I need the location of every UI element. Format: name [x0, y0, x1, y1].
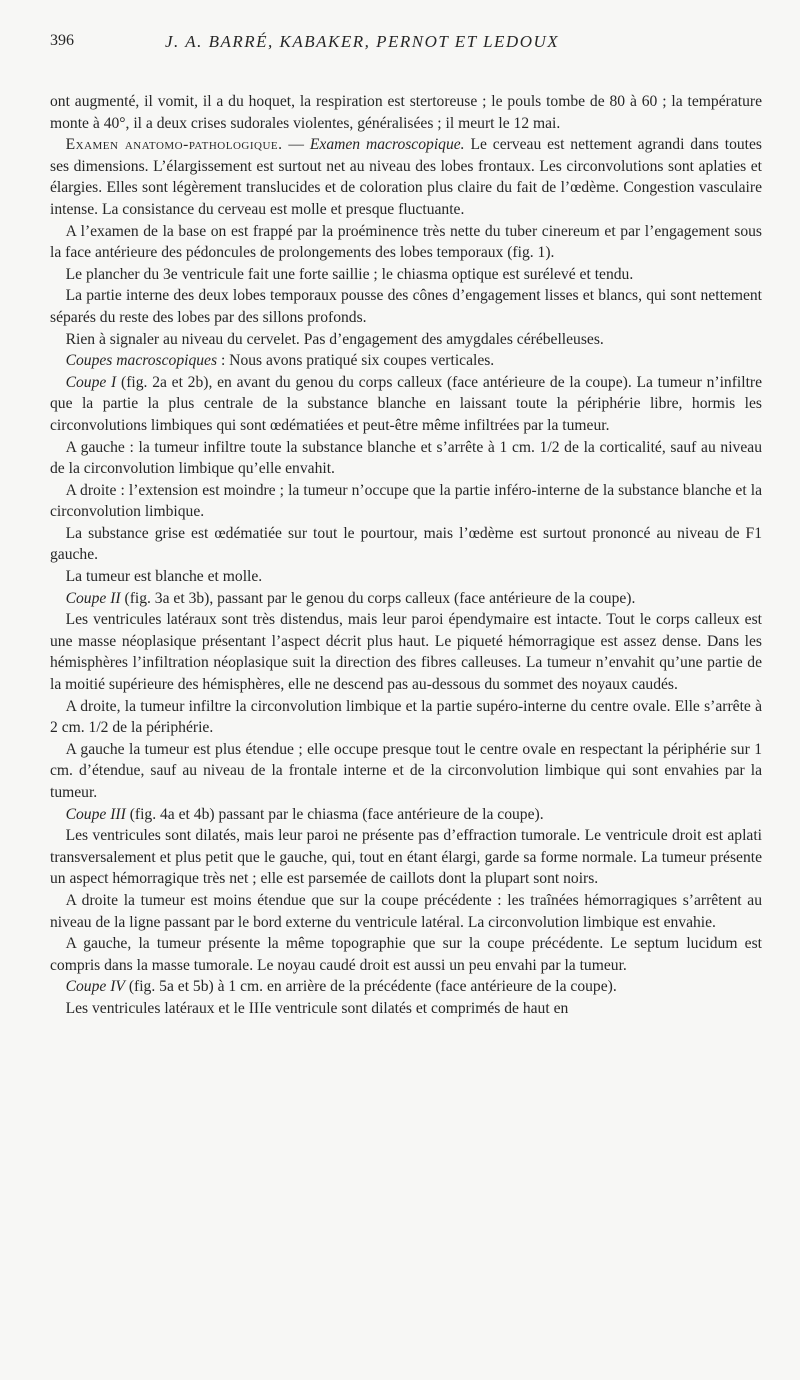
paragraph: Les ventricules latéraux sont très distendus, mais leur paroi épendymaire est intacte. Tout le corps calleux est une masse néoplasique présentant l’aspect décrit plus haut. Le piqueté hémorragique est assez dense. Dans les hémisphères l’infiltration néoplasique suit la direction des fibres calleuses. La tumeur n’envahit qu’une partie de la moitié supérieure des hémisphères, elle ne descend pas au-dessous du sommet des noyaux caudés. — [50, 611, 762, 694]
subsection-heading: Coupe III — [65, 805, 126, 823]
paragraph: Coupe II (fig. 3a et 3b), passant par le genou du corps calleux (face antérieure de la coupe). — [65, 589, 636, 607]
subsection-heading: Coupe I — [65, 373, 117, 391]
running-title: J. A. BARRÉ, KABAKER, PERNOT ET LEDOUX — [165, 32, 560, 51]
paragraph: A droite : l’extension est moindre ; la tumeur n’occupe que la partie inféro-interne de la substance blanche et la circonvolution limbique. — [50, 481, 762, 521]
article-body — [50, 91, 762, 1020]
paragraph: A gauche : la tumeur infiltre toute la substance blanche et s’arrête à 1 cm. 1/2 de la corticalité, sauf au niveau de la circonvolution limbique qu’elle envahit. — [50, 438, 762, 478]
section-heading: Examen anatomo-pathologique. — [65, 136, 283, 154]
paragraph: A gauche, la tumeur présente la même topographie que sur la coupe précédente. Le septum lucidum est compris dans la masse tumorale. Le noyau caudé droit est aussi un peu envahi par la tumeur. — [50, 935, 762, 974]
paragraph: A l’examen de la base on est frappé par la proéminence très nette du tuber cinereum et par l’engagement sous la face antérieure des pédoncules de prolongements des lobes temporaux (fig. 1). — [50, 222, 762, 262]
paragraph: Coupe I (fig. 2a et 2b), en avant du genou du corps calleux (face antérieure de la coupe). La tumeur n’infiltre que la partie la plus centrale de la substance blanche en laissant toute la périphérie libre, hormis les circonvolutions limbiques qui sont œdématiées et peut-être même infiltrées par la tumeur. — [50, 373, 763, 434]
paragraph: Rien à signaler au niveau du cervelet. Pas d’engagement des amygdales cérébelleuses. — [65, 330, 604, 348]
paragraph: Coupe III (fig. 4a et 4b) passant par le chiasma (face antérieure de la coupe). — [65, 805, 544, 823]
page-number: 396 — [50, 32, 74, 49]
paragraph: Les ventricules sont dilatés, mais leur paroi ne présente pas d’effraction tumorale. Le ventricule droit est aplati transversalement et plus petit que le gauche, qui, tout en étant élargi, garde sa forme normale. La tumeur présente un aspect hémorragique très net ; elle est parsemée de caillots dont la plupart sont noirs. — [50, 827, 762, 888]
paragraph: La tumeur est blanche et molle. — [65, 568, 263, 586]
paragraph: Le plancher du 3e ventricule fait une forte saillie ; le chiasma optique est surélevé et tendu. — [65, 265, 634, 283]
paragraph: La substance grise est œdématiée sur tout le pourtour, mais l’œdème est surtout prononcé au niveau de F1 gauche. — [50, 524, 762, 564]
subsection-heading: Examen macroscopique. — [309, 136, 465, 154]
subsection-heading: Coupe II — [65, 589, 121, 607]
paragraph: ont augmenté, il vomit, il a du hoquet, la respiration est stertoreuse ; le pouls tombe de 80 à 60 ; la température monte à 40°, il a deux crises sudorales violentes, généralisées ; il meurt le 12 mai. — [50, 93, 762, 132]
paragraph: Les ventricules latéraux et le IIIe ventricule sont dilatés et comprimés de haut en — [65, 999, 569, 1017]
paragraph: Examen anatomo-pathologique. — Examen macroscopique. Le cerveau est nettement agrandi dans toutes ses dimensions. L’élargissement est surtout net au niveau des lobes frontaux. Les circonvolutions sont aplaties et élargies. Elles sont légèrement translucides et de coloration plus claire du fait de l’œdème. Congestion vasculaire intense. La consistance du cerveau est molle et presque fluctuante. — [50, 136, 762, 218]
subsection-heading: Coupes macroscopiques — [65, 352, 218, 370]
paragraph: A gauche la tumeur est plus étendue ; elle occupe presque tout le centre ovale en respectant la périphérie sur 1 cm. d’étendue, sauf au niveau de la frontale interne et de la circonvolution limbique qui sont envahies par la tumeur. — [50, 740, 762, 801]
subsection-heading: Coupe IV — [65, 978, 125, 996]
paragraph: A droite la tumeur est moins étendue que sur la coupe précédente : les traînées hémorragiques s’arrêtent au niveau de la ligne passant par le bord externe du ventricule latéral. La circonvolution limbique est envahie. — [50, 891, 762, 931]
paragraph: La partie interne des deux lobes temporaux pousse des cônes d’engagement lisses et blancs, qui sont nettement séparés du reste des lobes par des sillons profonds. — [50, 287, 762, 326]
page-header — [50, 32, 760, 56]
paragraph: A droite, la tumeur infiltre la circonvolution limbique et la partie supéro-interne du centre ovale. Elle s’arrête à 2 cm. 1/2 de la périphérie. — [50, 697, 762, 737]
paragraph: Coupes macroscopiques : Nous avons pratiqué six coupes verticales. — [65, 352, 495, 370]
paragraph: Coupe IV (fig. 5a et 5b) à 1 cm. en arrière de la précédente (face antérieure de la coupe). — [65, 978, 617, 996]
